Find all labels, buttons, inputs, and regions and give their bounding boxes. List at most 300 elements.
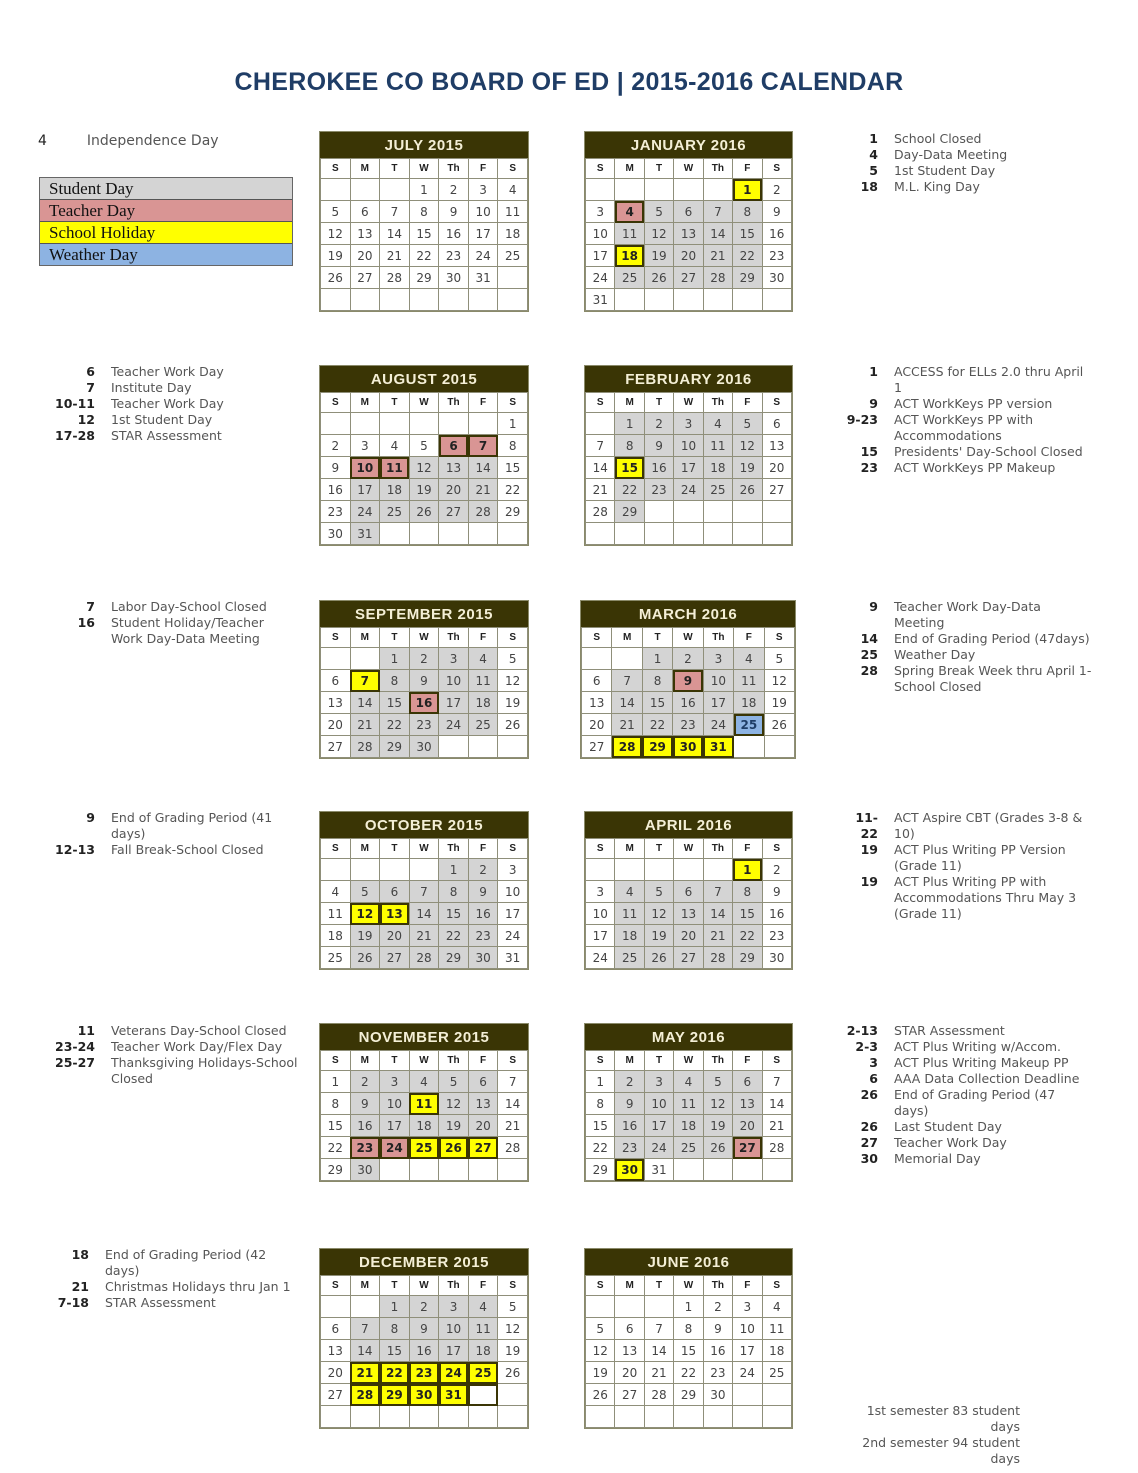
calendar-day: 12 (644, 223, 673, 245)
calendar-day: 17 (380, 1115, 410, 1137)
month-title: JANUARY 2016 (585, 132, 792, 158)
calendar-day: 21 (612, 714, 642, 736)
month-title: NOVEMBER 2015 (320, 1024, 528, 1050)
calendar-day: 19 (644, 925, 673, 947)
calendar-day: 13 (674, 903, 703, 925)
weekday-header: T (380, 1276, 410, 1296)
weekday-header: M (350, 159, 380, 179)
note-date: 1 (869, 364, 878, 379)
calendar-day: 17 (439, 692, 469, 714)
calendar-day: 13 (321, 1340, 351, 1362)
calendar-day: 1 (615, 413, 644, 435)
calendar-day: 6 (615, 1318, 644, 1340)
calendar-day: 4 (762, 1296, 791, 1318)
weekday-header: M (612, 628, 642, 648)
calendar-empty-cell (380, 413, 410, 435)
weekday-header: Th (703, 839, 732, 859)
calendar-day: 15 (498, 457, 528, 479)
weekday-header: T (644, 393, 673, 413)
calendar-day: 27 (468, 1137, 498, 1159)
semester-summary (838, 1403, 1020, 1467)
weekday-header: S (321, 1051, 351, 1071)
calendar-empty-cell (733, 289, 762, 311)
note-text: ACT Aspire CBT (Grades 3-8 & 10) (894, 810, 1083, 841)
calendar-day: 24 (380, 1137, 410, 1159)
calendar-day: 4 (615, 881, 644, 903)
calendar-day: 18 (468, 1340, 498, 1362)
note-text: ACT WorkKeys PP with Accommodations (894, 412, 1034, 443)
calendar-day: 11 (615, 223, 644, 245)
calendar-day: 16 (409, 1340, 439, 1362)
calendar-day: 11 (498, 201, 528, 223)
calendar-day: 11 (380, 457, 410, 479)
calendar-day: 19 (498, 1340, 528, 1362)
calendar-day: 16 (644, 457, 673, 479)
calendar-day: 3 (644, 1071, 673, 1093)
calendar-day: 13 (762, 435, 791, 457)
calendar-day: 8 (586, 1093, 615, 1115)
weekday-header: S (586, 1051, 615, 1071)
weekday-header: W (409, 1051, 439, 1071)
weekday-header: Th (439, 1051, 469, 1071)
calendar-day: 24 (674, 479, 703, 501)
calendar-day: 15 (380, 1340, 410, 1362)
calendar-day: 13 (321, 692, 351, 714)
note-date: 18 (860, 179, 878, 194)
calendar-day: 30 (762, 947, 791, 969)
calendar-day: 23 (409, 714, 439, 736)
note-item (842, 412, 1092, 444)
note-text: Christmas Holidays thru Jan 1 (105, 1279, 291, 1294)
calendar-day: 29 (409, 267, 439, 289)
calendar-day: 7 (380, 201, 410, 223)
calendar-day: 20 (321, 714, 351, 736)
calendar-day: 12 (409, 457, 439, 479)
weekday-header: M (615, 1051, 644, 1071)
calendar-day: 9 (321, 457, 351, 479)
calendar-empty-cell (468, 413, 498, 435)
calendar-day: 14 (380, 223, 410, 245)
weekday-header: Th (439, 839, 469, 859)
calendar-empty-cell (409, 289, 439, 311)
note-date: 15 (860, 444, 878, 459)
note-item (50, 810, 280, 842)
note-item (842, 647, 1092, 663)
calendar-day: 5 (498, 1296, 528, 1318)
calendar-day: 16 (468, 903, 498, 925)
calendar-day: 8 (439, 881, 469, 903)
calendar-day: 15 (409, 223, 439, 245)
calendar-empty-cell (586, 1406, 615, 1428)
calendar-day: 30 (762, 267, 791, 289)
calendar-empty-cell (350, 1406, 380, 1428)
calendar-empty-cell (703, 1159, 732, 1181)
calendar-day: 19 (498, 692, 528, 714)
calendar-empty-cell (674, 523, 703, 545)
calendar-day: 22 (380, 1362, 410, 1384)
calendar-day: 13 (439, 457, 469, 479)
calendar-day: 15 (321, 1115, 351, 1137)
calendar-day: 6 (674, 881, 703, 903)
note-item (842, 631, 1092, 647)
calendar-day: 7 (350, 670, 380, 692)
calendar-day: 14 (612, 692, 642, 714)
calendar-day: 5 (764, 648, 794, 670)
calendar-empty-cell (380, 179, 410, 201)
calendar-day: 20 (350, 245, 380, 267)
weekday-header: S (498, 1276, 528, 1296)
calendar-empty-cell (612, 648, 642, 670)
calendar-day: 5 (703, 1071, 732, 1093)
weekday-header: M (350, 1051, 380, 1071)
calendar-empty-cell (350, 179, 380, 201)
calendar-day: 10 (439, 1318, 469, 1340)
calendar-day: 19 (350, 925, 380, 947)
calendar-day: 5 (644, 881, 673, 903)
calendar-day: 16 (762, 903, 791, 925)
calendar-day: 1 (439, 859, 469, 881)
note-text: 1st Student Day (111, 412, 213, 427)
calendar-day: 3 (468, 179, 498, 201)
notes-november (50, 1023, 300, 1087)
weekday-header: F (468, 839, 498, 859)
calendar-day: 2 (439, 179, 469, 201)
calendar-day: 27 (380, 947, 410, 969)
semester-1-days: 1st semester 83 student days (866, 1403, 1020, 1434)
calendar-empty-cell (321, 859, 351, 881)
calendar-day: 11 (409, 1093, 439, 1115)
weekday-header: S (764, 628, 794, 648)
note-item (842, 663, 1092, 695)
calendar-day: 17 (586, 925, 615, 947)
weekday-header: M (350, 628, 380, 648)
calendar-day: 16 (439, 223, 469, 245)
calendar-day: 13 (615, 1340, 644, 1362)
calendar-day: 3 (350, 435, 380, 457)
calendar-empty-cell (644, 1296, 673, 1318)
month-title: MAY 2016 (585, 1024, 792, 1050)
calendar-day: 28 (644, 1384, 673, 1406)
calendar-day: 6 (582, 670, 612, 692)
calendar-day: 3 (733, 1296, 762, 1318)
calendar-day: 27 (321, 1384, 351, 1406)
calendar-day: 6 (439, 435, 469, 457)
calendar-day: 4 (409, 1071, 439, 1093)
calendar-day: 24 (586, 947, 615, 969)
calendar-empty-cell (762, 289, 791, 311)
calendar-day: 28 (468, 501, 498, 523)
calendar-day: 7 (644, 1318, 673, 1340)
weekday-header: M (615, 839, 644, 859)
calendar-day: 8 (321, 1093, 351, 1115)
calendar-day: 2 (321, 435, 351, 457)
calendar-empty-cell (498, 736, 528, 758)
calendar-day: 6 (762, 413, 791, 435)
calendar-day: 6 (321, 670, 351, 692)
note-item (50, 428, 224, 444)
note-item (842, 147, 1007, 163)
calendar-day: 28 (350, 1384, 380, 1406)
note-item (50, 842, 280, 858)
note-date: 4 (869, 147, 878, 162)
calendar-empty-cell (674, 289, 703, 311)
weekday-header: S (498, 159, 528, 179)
calendar-day: 21 (703, 925, 732, 947)
calendar-day: 30 (615, 1159, 644, 1181)
calendar-empty-cell (498, 1406, 528, 1428)
calendar-day: 20 (439, 479, 469, 501)
calendar-day: 11 (703, 435, 732, 457)
note-item (842, 163, 1007, 179)
calendar-day: 14 (350, 692, 380, 714)
calendar-day: 15 (733, 223, 762, 245)
calendar-empty-cell (439, 289, 469, 311)
calendar-day: 1 (586, 1071, 615, 1093)
calendar-empty-cell (762, 501, 791, 523)
calendar-day: 4 (380, 435, 410, 457)
calendar-day: 28 (762, 1137, 791, 1159)
calendar-day: 10 (439, 670, 469, 692)
calendar-day: 16 (703, 1340, 732, 1362)
calendar-day: 6 (468, 1071, 498, 1093)
calendar-empty-cell (644, 179, 673, 201)
note-date: 19 (860, 874, 878, 889)
calendar-day: 26 (644, 947, 673, 969)
calendar-day: 24 (439, 714, 469, 736)
note-date: 11 (77, 1023, 95, 1038)
note-text: Teacher Work Day/Flex Day (111, 1039, 283, 1054)
note-date: 9-23 (846, 412, 878, 427)
calendar-day: 23 (409, 1362, 439, 1384)
calendar-day: 9 (439, 201, 469, 223)
calendar-empty-cell (644, 501, 673, 523)
weekday-header: S (321, 1276, 351, 1296)
note-item (44, 1279, 304, 1295)
calendar-day: 14 (498, 1093, 528, 1115)
calendar-day: 11 (674, 1093, 703, 1115)
calendar-empty-cell (586, 413, 615, 435)
calendar-day: 21 (762, 1115, 791, 1137)
month-title: OCTOBER 2015 (320, 812, 528, 838)
calendar-day: 9 (762, 881, 791, 903)
note-date: 23 (860, 460, 878, 475)
calendar-day: 27 (674, 947, 703, 969)
calendar-day: 25 (468, 1362, 498, 1384)
month-title: FEBRUARY 2016 (585, 366, 792, 392)
calendar-september-2015 (319, 600, 529, 759)
calendar-day: 26 (733, 479, 762, 501)
calendar-day: 10 (644, 1093, 673, 1115)
calendar-day: 25 (615, 267, 644, 289)
note-item (842, 179, 1007, 195)
calendar-day: 15 (439, 903, 469, 925)
calendar-day: 14 (586, 457, 615, 479)
note-text: School Closed (894, 131, 982, 146)
calendar-day: 11 (762, 1318, 791, 1340)
calendar-day: 8 (733, 201, 762, 223)
calendar-empty-cell (321, 413, 351, 435)
calendar-day: 23 (439, 245, 469, 267)
weekday-header: Th (439, 628, 469, 648)
calendar-empty-cell (733, 1406, 762, 1428)
calendar-day: 9 (409, 1318, 439, 1340)
weekday-header: M (350, 839, 380, 859)
weekday-header: Th (439, 159, 469, 179)
calendar-day: 15 (586, 1115, 615, 1137)
calendar-day: 8 (380, 1318, 410, 1340)
calendar-day: 10 (586, 223, 615, 245)
calendar-day: 27 (321, 736, 351, 758)
calendar-empty-cell (409, 523, 439, 545)
calendar-day: 25 (321, 947, 351, 969)
calendar-day: 26 (586, 1384, 615, 1406)
calendar-day: 27 (439, 501, 469, 523)
weekday-header: S (762, 839, 791, 859)
calendar-empty-cell (498, 523, 528, 545)
calendar-day: 4 (498, 179, 528, 201)
calendar-day: 25 (762, 1362, 791, 1384)
calendar-day: 31 (703, 736, 733, 758)
calendar-day: 22 (674, 1362, 703, 1384)
notes-august (50, 364, 224, 444)
calendar-day: 16 (350, 1115, 380, 1137)
calendar-day: 30 (439, 267, 469, 289)
calendar-day: 20 (674, 245, 703, 267)
calendar-empty-cell (703, 179, 732, 201)
note-item (842, 396, 1092, 412)
calendar-day: 2 (644, 413, 673, 435)
note-item (842, 1135, 1092, 1151)
weekday-header: W (674, 159, 703, 179)
weekday-header: W (409, 628, 439, 648)
calendar-day: 14 (703, 903, 732, 925)
calendar-january-2016 (584, 131, 793, 312)
calendar-day: 3 (586, 201, 615, 223)
calendar-day: 2 (468, 859, 498, 881)
weekday-header: S (762, 159, 791, 179)
calendar-day: 20 (674, 925, 703, 947)
weekday-header: F (468, 1276, 498, 1296)
calendar-day: 3 (586, 881, 615, 903)
calendar-empty-cell (762, 1406, 791, 1428)
note-text: Fall Break-School Closed (111, 842, 264, 857)
weekday-header: M (615, 393, 644, 413)
calendar-day: 3 (498, 859, 528, 881)
calendar-day: 29 (321, 1159, 351, 1181)
calendar-day: 2 (703, 1296, 732, 1318)
calendar-day: 17 (674, 457, 703, 479)
calendar-day: 26 (764, 714, 794, 736)
calendar-empty-cell (498, 289, 528, 311)
note-item (842, 599, 1092, 631)
calendar-day: 25 (468, 714, 498, 736)
calendar-december-2015 (319, 1248, 529, 1429)
note-text: End of Grading Period (47days) (894, 631, 1090, 646)
calendar-day: 11 (468, 670, 498, 692)
calendar-empty-cell (586, 523, 615, 545)
calendar-april-2016 (584, 811, 793, 970)
calendar-day: 17 (733, 1340, 762, 1362)
weekday-header: F (733, 1051, 762, 1071)
weekday-header: M (615, 1276, 644, 1296)
calendar-day: 17 (350, 479, 380, 501)
calendar-day: 30 (703, 1384, 732, 1406)
calendar-empty-cell (468, 1384, 498, 1406)
calendar-day: 7 (612, 670, 642, 692)
calendar-day: 11 (321, 903, 351, 925)
month-title: MARCH 2016 (581, 601, 795, 627)
calendar-day: 24 (468, 245, 498, 267)
calendar-day: 29 (380, 736, 410, 758)
note-text: Institute Day (111, 380, 192, 395)
calendar-october-2015 (319, 811, 529, 970)
weekday-header: W (674, 393, 703, 413)
legend-weather-day: Weather Day (40, 244, 292, 265)
calendar-day: 20 (615, 1362, 644, 1384)
calendar-day: 28 (586, 501, 615, 523)
calendar-empty-cell (321, 1296, 351, 1318)
note-item (50, 380, 224, 396)
note-item (842, 874, 1092, 922)
calendar-day: 26 (703, 1137, 732, 1159)
calendar-day: 1 (733, 859, 762, 881)
calendar-empty-cell (468, 1406, 498, 1428)
calendar-day: 23 (762, 925, 791, 947)
calendar-empty-cell (380, 523, 410, 545)
note-date: 4 (38, 133, 47, 149)
calendar-day: 29 (439, 947, 469, 969)
calendar-day: 18 (380, 479, 410, 501)
calendar-day: 22 (321, 1137, 351, 1159)
note-item (842, 1039, 1092, 1055)
calendar-day: 18 (498, 223, 528, 245)
calendar-day: 4 (734, 648, 764, 670)
weekday-header: S (586, 839, 615, 859)
note-date: 14 (860, 631, 878, 646)
weekday-header: W (674, 1051, 703, 1071)
note-item (842, 842, 1092, 874)
weekday-header: M (350, 393, 380, 413)
calendar-july-2015 (319, 131, 529, 312)
note-date: 16 (77, 615, 95, 630)
calendar-day: 9 (468, 881, 498, 903)
calendar-day: 22 (586, 1137, 615, 1159)
calendar-day: 3 (439, 1296, 469, 1318)
calendar-empty-cell (733, 1384, 762, 1406)
calendar-day: 7 (762, 1071, 791, 1093)
calendar-day: 12 (321, 223, 351, 245)
calendar-empty-cell (764, 736, 794, 758)
note-item (50, 1039, 300, 1055)
calendar-day: 21 (703, 245, 732, 267)
calendar-day: 23 (321, 501, 351, 523)
month-title: APRIL 2016 (585, 812, 792, 838)
note-item (44, 1247, 304, 1279)
weekday-header: F (733, 839, 762, 859)
month-title: AUGUST 2015 (320, 366, 528, 392)
calendar-day: 5 (644, 201, 673, 223)
calendar-day: 12 (498, 670, 528, 692)
calendar-empty-cell (409, 413, 439, 435)
weekday-header: F (733, 393, 762, 413)
weekday-header: S (586, 393, 615, 413)
calendar-day: 31 (439, 1384, 469, 1406)
note-text: Memorial Day (894, 1151, 981, 1166)
note-text: ACT Plus Writing Makeup PP (894, 1055, 1069, 1070)
month-title: DECEMBER 2015 (320, 1249, 528, 1275)
calendar-day: 29 (733, 267, 762, 289)
calendar-day: 18 (734, 692, 764, 714)
